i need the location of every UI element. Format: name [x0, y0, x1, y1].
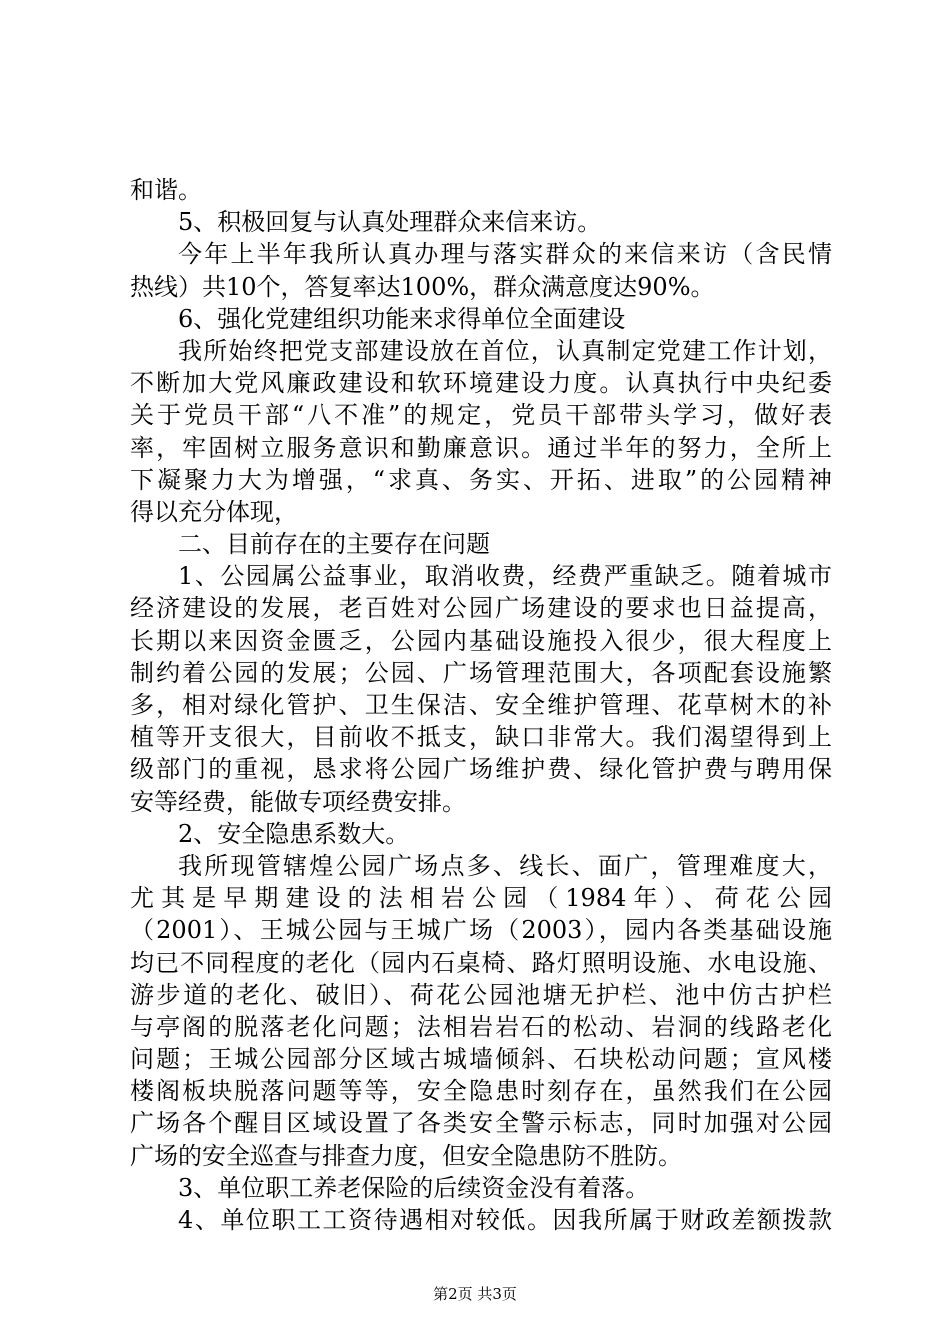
paragraph-line: （2001）、王城公园与王城广场（2003），园内各类基础设施 [130, 916, 832, 945]
subheading-2: 2、安全隐患系数大。 [178, 819, 410, 848]
paragraph-line: 广场的安全巡查与排查力度，但安全隐患防不胜防。 [130, 1141, 682, 1170]
paragraph-line: 得以充分体现， [130, 497, 298, 526]
paragraph-line: 不断加大党风廉政建设和软环境建设力度。认真执行中央纪委 [130, 369, 832, 398]
paragraph-line: 制约着公园的发展；公园、广场管理范围大，各项配套设施繁 [130, 658, 832, 687]
section-heading-5: 5、积极回复与认真处理群众来信来访。 [178, 208, 602, 237]
paragraph-line: 级部门的重视，恳求将公园广场维护费、绿化管护费与聘用保 [130, 755, 832, 784]
paragraph-line: 多，相对绿化管护、卫生保洁、安全维护管理、花草树木的补 [130, 691, 832, 719]
paragraph-line: 我所现管辖煌公园广场点多、线长、面广，管理难度大， [178, 851, 832, 880]
paragraph-line: 游步道的老化、破旧）、荷花公园池塘无护栏、池中仿古护栏 [130, 980, 832, 1009]
section-heading-2: 二、目前存在的主要存在问题 [178, 530, 490, 559]
subheading-4: 4、单位职工工资待遇相对较低。因我所属于财政差额拨款 [178, 1206, 832, 1234]
paragraph-line: 热线）共10个，答复率达100%，群众满意度达90%。 [130, 272, 715, 301]
page-number-footer: 第2页 共3页 [433, 1285, 517, 1303]
paragraph-line: 今年上半年我所认真办理与落实群众的来信来访（含民情 [178, 240, 832, 269]
paragraph-line: 1、公园属公益事业，取消收费，经费严重缺乏。随着城市 [178, 562, 832, 591]
paragraph-line: 与亭阁的脱落老化问题；法相岩岩石的松动、岩洞的线路老化 [130, 1012, 832, 1041]
paragraph-line: 长期以来因资金匮乏，公园内基础设施投入很少，很大程度上 [130, 626, 832, 655]
paragraph-line: 率，牢固树立服务意识和勤廉意识。通过半年的努力，全所上 [130, 433, 832, 462]
paragraph-line: 楼阁板块脱落问题等等，安全隐患时刻存在，虽然我们在公园 [130, 1077, 832, 1106]
subheading-3: 3、单位职工养老保险的后续资金没有着落。 [178, 1173, 650, 1202]
paragraph-line: 我所始终把党支部建设放在首位，认真制定党建工作计划， [178, 336, 832, 365]
paragraph-line: 尤其是早期建设的法相岩公园（1984年）、荷花公园 [130, 884, 832, 913]
paragraph-line: 均已不同程度的老化（园内石桌椅、路灯照明设施、水电设施、 [130, 948, 832, 977]
paragraph-line: 安等经费，能做专项经费安排。 [130, 787, 466, 816]
paragraph-line: 广场各个醒目区域设置了各类安全警示标志，同时加强对公园 [130, 1109, 832, 1138]
paragraph-line: 关于党员干部“八不准”的规定，党员干部带头学习，做好表 [130, 401, 832, 430]
section-heading-6: 6、强化党建组织功能来求得单位全面建设 [178, 304, 626, 333]
paragraph-line: 问题；王城公园部分区域古城墙倾斜、石块松动问题；宣风楼 [130, 1045, 832, 1074]
document-body [130, 174, 832, 1236]
paragraph-line: 下凝聚力大为增强，“求真、务实、开拓、进取”的公园精神 [130, 465, 832, 494]
text-line-continuation: 和谐。 [130, 176, 202, 204]
paragraph-line: 经济建设的发展，老百姓对公园广场建设的要求也日益提高， [130, 594, 832, 623]
paragraph-line: 植等开支很大，目前收不抵支，缺口非常大。我们渴望得到上 [130, 723, 832, 752]
